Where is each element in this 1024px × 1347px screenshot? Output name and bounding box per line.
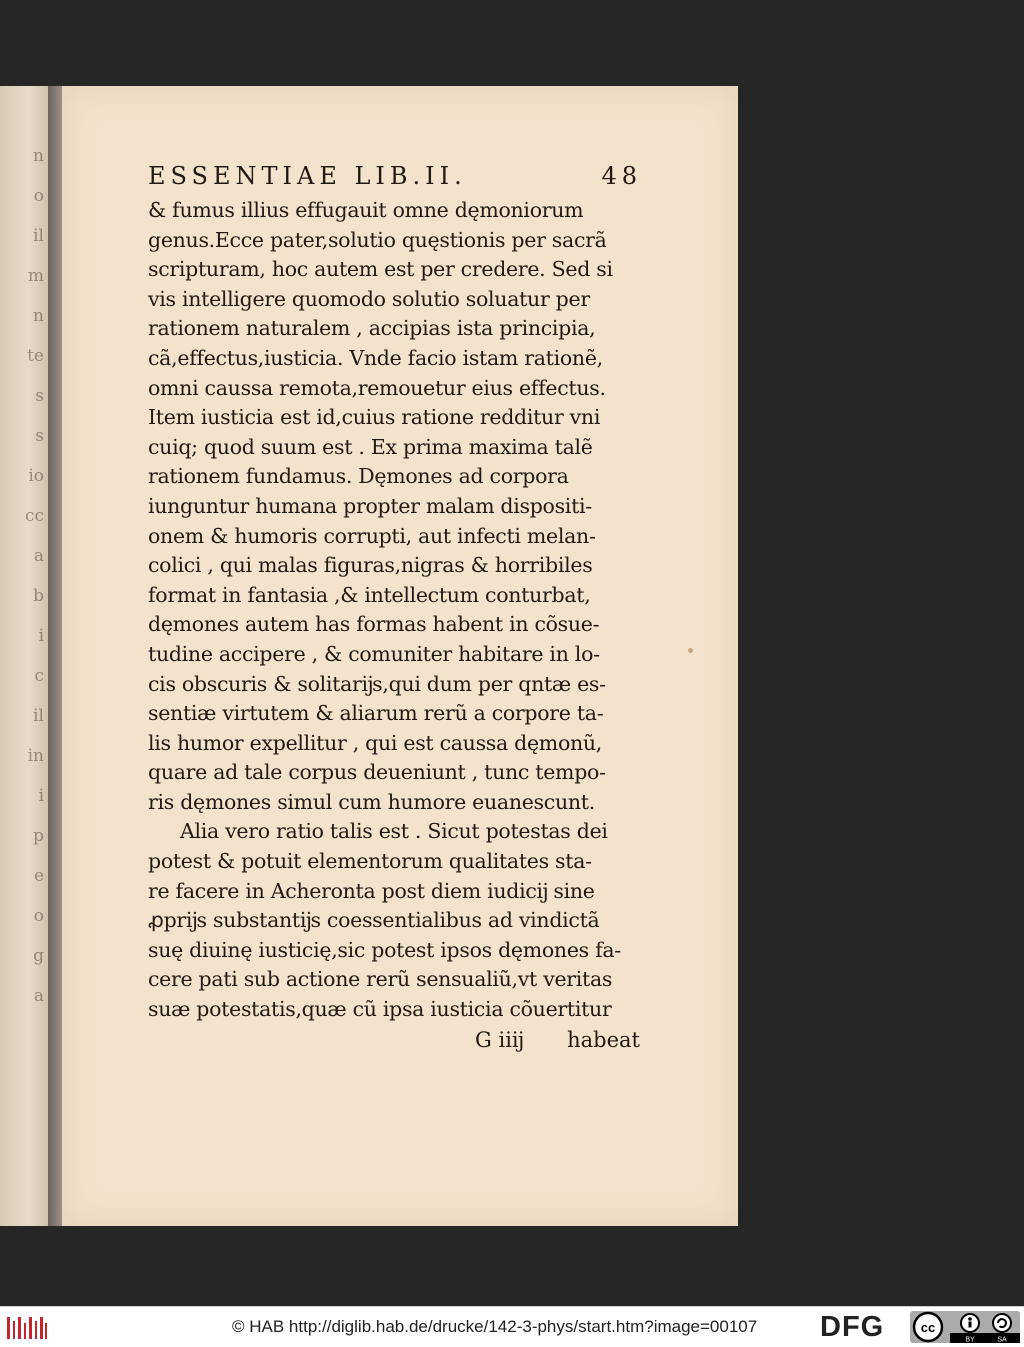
previous-page-text-fragment: i: [38, 786, 44, 806]
text-line: scripturam, hoc autem est per credere. Sed si: [148, 257, 613, 282]
previous-page-edge: [0, 86, 48, 1226]
text-line: rationem fundamus. Dęmones ad corpora: [148, 464, 569, 489]
previous-page-text-fragment: e: [33, 866, 44, 886]
text-line: cã,effectus,iusticia. Vnde facio istam rationẽ,: [148, 345, 603, 370]
previous-page-text-fragment: in: [27, 746, 44, 766]
running-head-title: ESSENTIAE LIB.II.: [148, 162, 467, 190]
text-line: cere pati sub actione rerũ sensualiũ,vt veritas: [148, 967, 613, 992]
text-line: colici , qui malas figuras,nigras & horribiles: [148, 553, 593, 578]
text-line: genus.Ecce pater,solutio quęstionis per sacrã: [148, 227, 607, 252]
previous-page-text-fragment: te: [27, 346, 44, 366]
running-head: [148, 162, 648, 196]
hab-logo-icon: [6, 1315, 48, 1341]
text-line: cuiq; quod suum est . Ex prima maxima talẽ: [148, 434, 593, 459]
cc-by-sa-license-icon[interactable]: [910, 1311, 1020, 1343]
previous-page-text-fragment: c: [34, 666, 44, 686]
text-line: suę diuinę iusticię,sic potest ipsos dęmones fa-: [148, 937, 621, 962]
text-line: ris dęmones simul cum humore euanescunt.: [148, 789, 595, 814]
text-line: sentiæ virtutem & aliarum rerũ a corpore ta-: [148, 701, 604, 726]
text-line: iunguntur humana propter malam dispositi-: [148, 493, 592, 518]
previous-page-text-fragment: a: [33, 546, 44, 566]
dfg-logo: DFG: [820, 1311, 885, 1343]
previous-page-text-fragment: io: [28, 466, 44, 486]
previous-page-text-fragment: b: [33, 586, 44, 606]
previous-page-text-fragment: s: [35, 426, 44, 446]
book-gutter: [48, 86, 62, 1226]
previous-page-text-fragment: n: [33, 146, 44, 166]
text-line: ꝓprĳs substantĳs coessentialibus ad vindictã: [148, 908, 600, 933]
text-line: tudine accipere , & comuniter habitare in lo-: [148, 641, 600, 666]
text-line: dęmones autem has formas habent in cõsue-: [148, 612, 600, 637]
copyright-url-link[interactable]: © HAB http://diglib.hab.de/drucke/142-3-phys/start.htm?image=00107: [232, 1317, 758, 1336]
text-line: format in fantasia ,& intellectum conturbat,: [148, 582, 591, 607]
paper-stain: [688, 648, 693, 653]
previous-page-text-fragment: il: [33, 226, 44, 246]
scanned-page: [62, 86, 738, 1226]
previous-page-text-fragment: g: [33, 946, 44, 966]
text-line: onem & humoris corrupti, aut infecti melan-: [148, 523, 596, 548]
previous-page-text-fragment: o: [33, 906, 44, 926]
text-line: quare ad tale corpus deueniunt , tunc tempo-: [148, 760, 606, 785]
previous-page-text-fragment: s: [35, 386, 44, 406]
page-text-block: [148, 162, 648, 1055]
text-line: cis obscuris & solitarĳs,qui dum per qntæ es-: [148, 671, 606, 696]
text-line: lis humor expellitur , qui est caussa dęmonũ,: [148, 730, 603, 755]
by-label: BY: [965, 1336, 975, 1343]
text-line: Item iusticia est id,cuius ratione redditur vni: [148, 405, 601, 430]
text-line: vis intelligere quomodo solutio soluatur per: [148, 286, 590, 311]
text-line: suæ potestatis,quæ cũ ipsa iusticia cõuertitur: [148, 997, 612, 1022]
cc-label: cc: [920, 1320, 936, 1335]
text-line: Alia vero ratio talis est . Sicut potestas dei: [180, 819, 608, 844]
text-line: potest & potuit elementorum qualitates sta-: [148, 849, 592, 874]
page-footer-line: [148, 1025, 648, 1055]
previous-page-text-fragment: cc: [24, 506, 44, 526]
footer-bar: [0, 1306, 1024, 1347]
text-line: re facere in Acheronta post diem iudicĳ sine: [148, 878, 595, 903]
previous-page-text-fragment: o: [33, 186, 44, 206]
text-line: rationem naturalem , accipias ista principia,: [148, 316, 596, 341]
previous-page-text-fragment: i: [38, 626, 44, 646]
previous-page-text-fragment: n: [33, 306, 44, 326]
sa-label: SA: [997, 1336, 1007, 1343]
page-number: 48: [601, 162, 642, 190]
signature-mark: G iiĳ: [475, 1027, 524, 1052]
previous-page-text-fragment: il: [33, 706, 44, 726]
previous-page-text-fragment: m: [27, 266, 44, 286]
text-line: & fumus illius effugauit omne dęmoniorum: [148, 198, 584, 222]
catchword: habeat: [567, 1027, 640, 1052]
previous-page-text-fragment: a: [33, 986, 44, 1006]
previous-page-text-fragment: p: [33, 826, 44, 846]
body-text: [148, 196, 648, 1025]
text-line: omni caussa remota,remouetur eius effectus.: [148, 375, 606, 400]
